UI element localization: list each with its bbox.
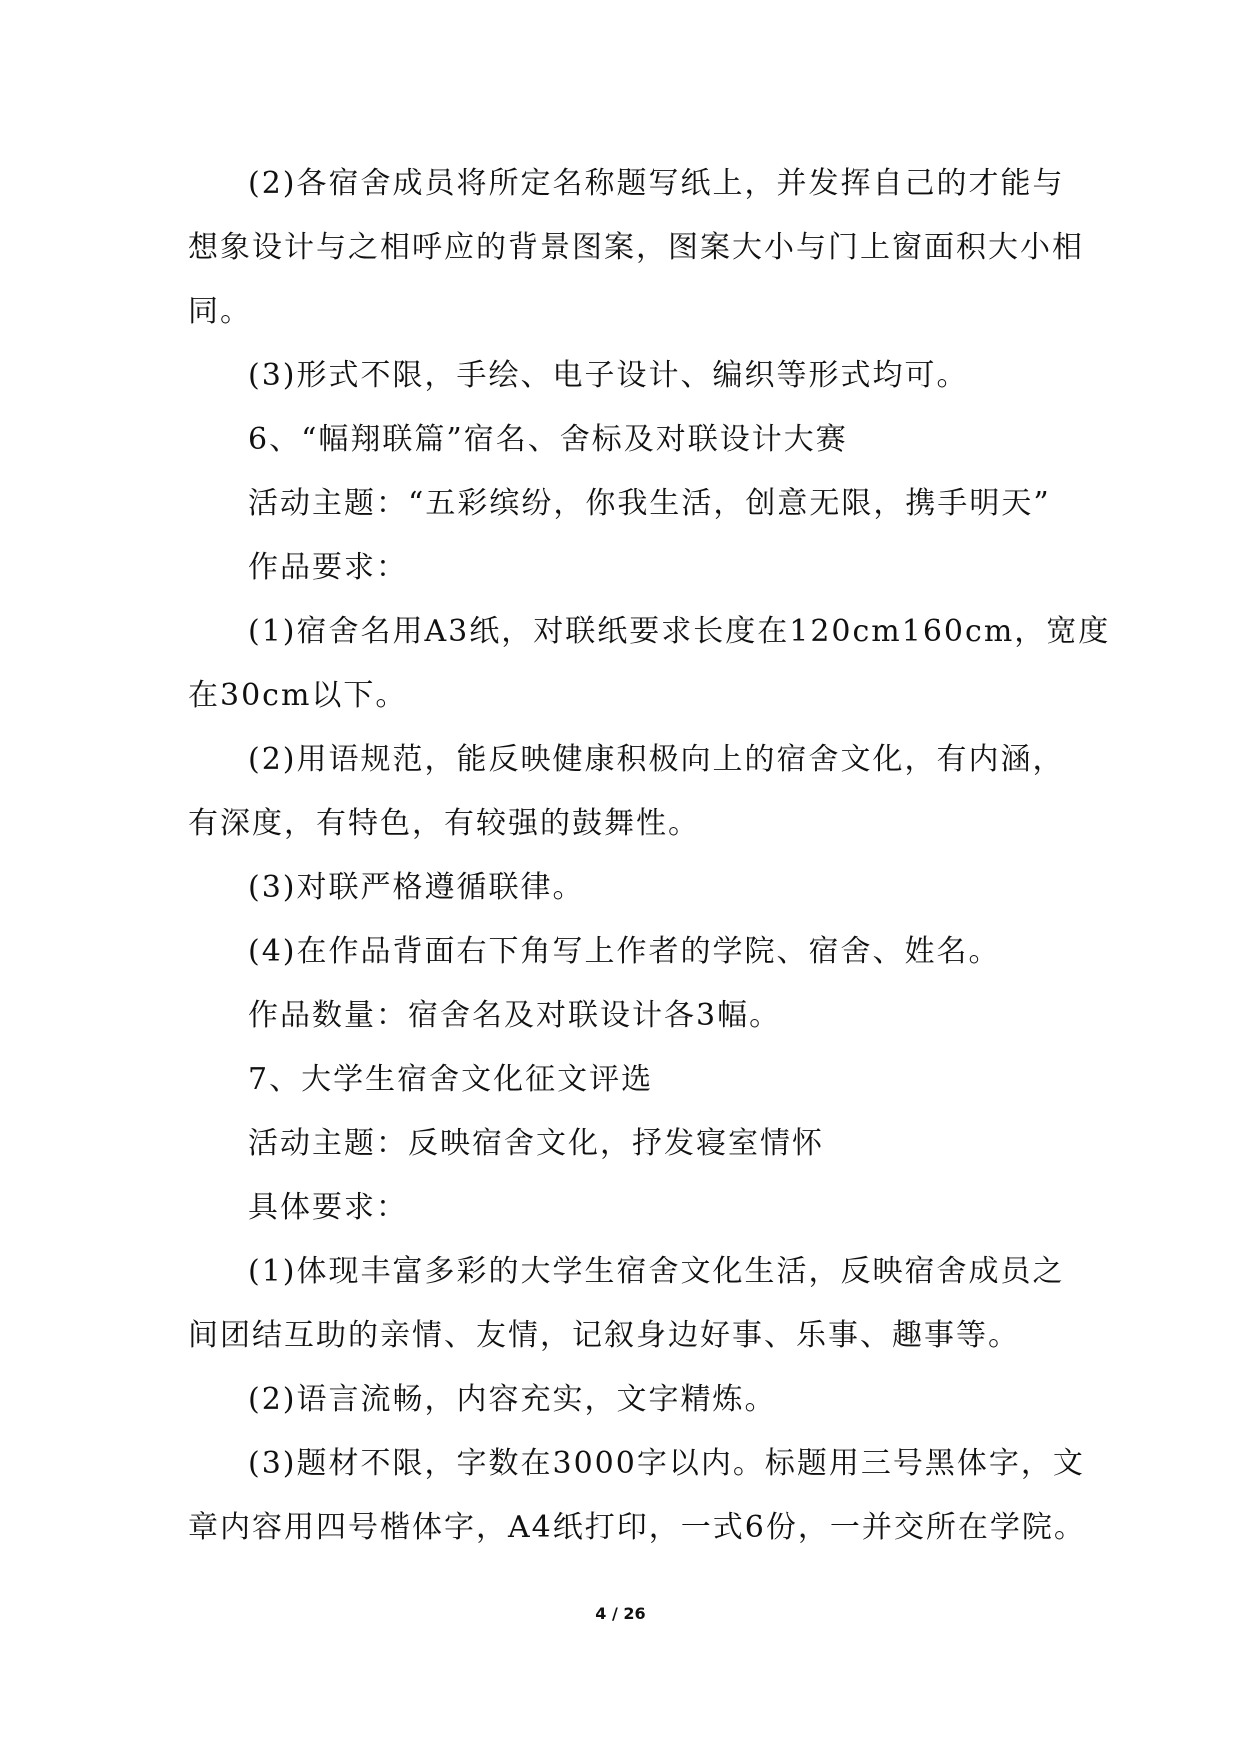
text-line: 活动主题：“五彩缤纷，你我生活，创意无限，携手明天” [248,486,1051,521]
text-line: (4)在作品背面右下角写上作者的学院、宿舍、姓名。 [248,934,1001,969]
text-line: 活动主题：反映宿舍文化，抒发寝室情怀 [248,1126,824,1161]
text-line: 作品数量：宿舍名及对联设计各3幅。 [248,998,782,1033]
page-number: 4 / 26 [595,1604,646,1623]
document-body [188,152,1111,1560]
text-line: (3)题材不限，字数在3000字以内。标题用三号黑体字，文 [248,1446,1085,1481]
text-line: (3)形式不限，手绘、电子设计、编织等形式均可。 [248,358,969,393]
text-line: 作品要求： [248,550,408,585]
text-line: 在30cm以下。 [188,678,408,713]
section-heading: 7、大学生宿舍文化征文评选 [248,1062,654,1097]
text-line: (3)对联严格遵循联律。 [248,870,585,905]
text-line: 想象设计与之相呼应的背景图案，图案大小与门上窗面积大小相 [188,230,1084,265]
text-line: 具体要求： [248,1190,408,1225]
text-line: 章内容用四号楷体字，A4纸打印，一式6份，一并交所在学院。 [188,1510,1086,1545]
text-line: 间团结互助的亲情、友情，记叙身边好事、乐事、趣事等。 [188,1318,1020,1353]
text-line: (2)用语规范，能反映健康积极向上的宿舍文化，有内涵， [248,742,1065,777]
section-heading: 6、“幅翔联篇”宿名、舍标及对联设计大赛 [248,422,848,457]
text-line: (2)各宿舍成员将所定名称题写纸上，并发挥自己的才能与 [248,166,1065,201]
text-line: 有深度，有特色，有较强的鼓舞性。 [188,806,700,841]
text-line: (1)宿舍名用A3纸，对联纸要求长度在120cm160cm，宽度 [248,614,1111,649]
text-line: (2)语言流畅，内容充实，文字精炼。 [248,1382,777,1417]
text-line: 同。 [188,294,252,329]
text-line: (1)体现丰富多彩的大学生宿舍文化生活，反映宿舍成员之 [248,1254,1065,1289]
